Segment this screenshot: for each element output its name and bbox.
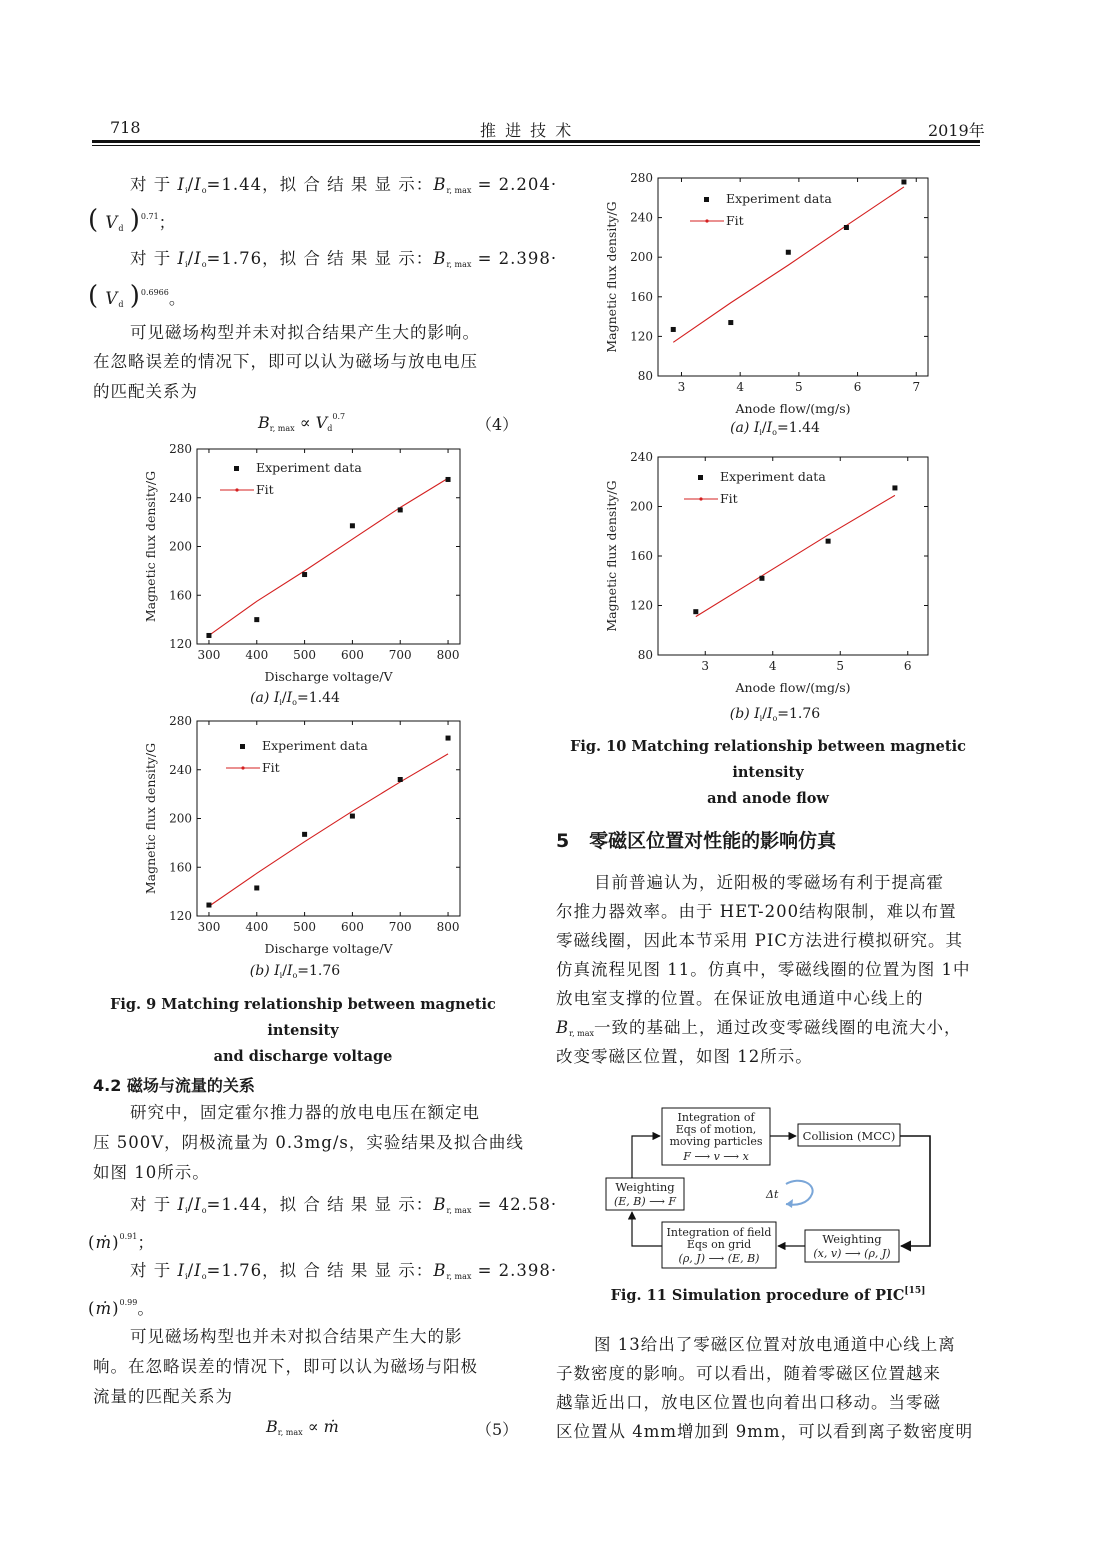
data-point	[446, 736, 451, 741]
x-tick-label: 6	[853, 380, 862, 394]
y-axis-label: Magnetic flux density/G	[604, 201, 619, 353]
plot-frame	[658, 178, 928, 376]
paragraph-line: 如图 10所示。	[93, 1163, 210, 1182]
motion-box-label: Eqs of motion,	[675, 1123, 757, 1136]
data-point	[786, 250, 791, 255]
arrow	[632, 1136, 660, 1178]
paragraph-line: 仿真流程见图 11。仿真中，零磁线圈的位置为图 1中	[556, 960, 971, 979]
x-tick-label: 800	[436, 648, 460, 662]
equation-4-number: （4）	[476, 415, 519, 434]
paragraph-line: 图 13给出了零磁区位置对放电通道中心线上离	[594, 1335, 956, 1354]
fig10a-sublabel: (a) $I_i/I_o=1.44$	[730, 420, 820, 437]
legend-square-icon	[698, 475, 703, 480]
delta-t-label: Δt	[766, 1188, 779, 1201]
y-axis-label: Magnetic flux density/G	[604, 480, 619, 632]
x-axis-label: Anode flow/(mg/s)	[735, 401, 851, 416]
formula-power-2: ( $V_d$ )$^{0.6966}$。	[88, 281, 187, 311]
paragraph-line: 流量的匹配关系为	[93, 1387, 233, 1406]
y-tick-label: 120	[630, 329, 653, 344]
paragraph-line: 的匹配关系为	[93, 382, 198, 401]
legend-square-icon	[240, 744, 245, 749]
legend-label-fit: Fit	[726, 213, 744, 228]
paragraph-line: 研究中，固定霍尔推力器的放电电压在额定电	[130, 1103, 480, 1122]
y-tick-label: 160	[169, 860, 192, 875]
fig9a-sublabel: (a) $I_i/I_o=1.44$	[250, 690, 340, 707]
chart-fig9a	[140, 440, 470, 690]
data-point	[398, 507, 403, 512]
legend-label-experiment: Experiment data	[262, 738, 368, 753]
data-point	[302, 832, 307, 837]
motion-box-label: Integration of	[677, 1111, 755, 1124]
x-tick-label: 400	[245, 648, 269, 662]
section-4-2-heading: 4.2 磁场与流量的关系	[93, 1076, 255, 1095]
motion-box-label: moving particles	[669, 1135, 763, 1148]
x-tick-label: 700	[388, 648, 412, 662]
field-box-label: (ρ, J) ⟶ (E, B)	[678, 1252, 760, 1265]
field-box-label: Integration of field	[666, 1226, 772, 1239]
paragraph-line: 可见磁场构型也并未对拟合结果产生大的影	[130, 1327, 463, 1346]
legend-label-experiment: Experiment data	[720, 469, 826, 484]
x-tick-label: 7	[912, 380, 921, 394]
paragraph-line: 区位置从 4mm增加到 9mm，可以看到离子数密度明	[556, 1422, 974, 1441]
legend-label-fit: Fit	[256, 482, 274, 497]
data-point	[759, 576, 764, 581]
fig10-caption: Fig. 10 Matching relationship between magnetic intensity and anode flow	[570, 738, 966, 807]
data-point	[446, 477, 451, 482]
legend-marker-icon	[235, 488, 238, 491]
formula-para-4: 对 于 $I_i/I_o=1.76$，拟 合 结 果 显 示：$B_{r, max} = 2.398\cdot$	[130, 1261, 558, 1281]
cycle-arrow-icon	[786, 1181, 813, 1205]
fig9b-sublabel: (b) $I_i/I_o=1.76$	[249, 963, 341, 980]
year: 2019年	[928, 121, 985, 140]
data-point	[844, 225, 849, 230]
legend-label-experiment: Experiment data	[726, 191, 832, 206]
legend-label-experiment: Experiment data	[256, 460, 362, 475]
equation-5: $B_{r, max}$ ∝ ṁ	[266, 1417, 339, 1437]
legend-square-icon	[704, 197, 709, 202]
data-point	[302, 572, 307, 577]
paragraph-line: 响。在忽略误差的情况下，即可以认为磁场与阳极	[93, 1357, 478, 1376]
weighting-left-label: (E, B) ⟶ F	[613, 1195, 677, 1208]
paragraph-line: 越靠近出口，放电区位置也向着出口移动。当零磁	[556, 1393, 941, 1412]
chart-fig10b	[600, 447, 945, 703]
formula-para-1: 对 于 $I_i/I_o=1.44$，拟 合 结 果 显 示：$B_{r, max} = 2.204\cdot$	[130, 175, 558, 195]
data-point	[728, 320, 733, 325]
x-tick-label: 600	[340, 648, 364, 662]
paragraph-line: 子数密度的影响。可以看出，随着零磁区位置越来	[556, 1364, 941, 1383]
fig9-caption: Fig. 9 Matching relationship between magnetic intensity and discharge voltage	[110, 996, 496, 1065]
y-axis-label: Magnetic flux density/G	[143, 742, 158, 895]
x-tick-label: 6	[903, 659, 912, 673]
x-tick-label: 500	[293, 648, 317, 662]
y-tick-label: 160	[630, 549, 653, 563]
x-tick-label: 4	[768, 659, 777, 673]
x-tick-label: 3	[701, 659, 710, 673]
formula-para-3: 对 于 $I_i/I_o=1.44$，拟 合 结 果 显 示：$B_{r, max} = 42.58\cdot$	[130, 1195, 558, 1215]
y-tick-label: 200	[630, 499, 653, 514]
y-tick-label: 240	[630, 210, 653, 225]
paragraph-line: $B_{r, max}$一致的基础上，通过改变零磁线圈的电流大小，	[556, 1018, 962, 1038]
x-axis-label: Anode flow/(mg/s)	[735, 680, 851, 695]
fit-line	[209, 754, 448, 906]
section-5-heading: 5 零磁区位置对性能的影响仿真	[556, 830, 837, 852]
x-tick-label: 5	[836, 659, 845, 673]
motion-box-label: F ⟶ v ⟶ x	[683, 1150, 749, 1163]
formula-power-4: (ṁ)$^{0.99}$。	[88, 1298, 155, 1318]
paragraph-line: 压 500V，阴极流量为 0.3mg/s，实验结果及拟合曲线	[93, 1133, 524, 1152]
y-tick-label: 160	[630, 289, 653, 304]
equation-4: $B_{r, max} \propto V_d^{0.7}$	[258, 412, 346, 433]
data-point	[398, 777, 403, 782]
y-tick-label: 120	[169, 637, 192, 651]
y-tick-label: 160	[169, 588, 192, 603]
paragraph-line: 可见磁场构型并未对拟合结果产生大的影响。	[130, 323, 480, 342]
legend-label-fit: Fit	[262, 760, 280, 775]
data-point	[206, 903, 211, 908]
x-tick-label: 500	[293, 920, 317, 934]
x-tick-label: 700	[388, 920, 412, 934]
arrow	[632, 1212, 662, 1246]
x-tick-label: 800	[436, 920, 460, 934]
legend-marker-icon	[241, 766, 244, 769]
y-tick-label: 280	[169, 442, 192, 456]
paragraph-line: 在忽略误差的情况下，即可以认为磁场与放电电压	[93, 352, 478, 371]
x-tick-label: 400	[245, 920, 269, 934]
x-tick-label: 600	[340, 920, 364, 934]
collision-box-label: Collision (MCC)	[802, 1129, 896, 1143]
data-point	[693, 609, 698, 614]
data-point	[350, 814, 355, 819]
paragraph-line: 放电室支撑的位置。在保证放电通道中心线上的	[556, 989, 924, 1008]
header-rule-thin	[92, 145, 980, 146]
legend-square-icon	[234, 466, 239, 471]
fig10b-sublabel: (b) $I_i/I_o=1.76$	[729, 706, 821, 723]
weighting-right-label: Weighting	[822, 1232, 882, 1246]
legend-label-fit: Fit	[720, 491, 738, 506]
formula-power-3: (ṁ)$^{0.91}$；	[88, 1232, 155, 1252]
data-point	[901, 179, 906, 184]
paragraph-line: 改变零磁区位置，如图 12所示。	[556, 1047, 813, 1066]
fit-line	[209, 478, 448, 635]
formula-para-2: 对 于 $I_i/I_o=1.76$，拟 合 结 果 显 示：$B_{r, max} = 2.398\cdot$	[130, 249, 558, 269]
arrow	[900, 1136, 930, 1246]
data-point	[254, 885, 259, 890]
legend-marker-icon	[699, 497, 702, 500]
y-tick-label: 240	[169, 490, 192, 505]
weighting-left-label: Weighting	[615, 1180, 675, 1194]
cycle-arrowhead-icon	[786, 1199, 793, 1208]
y-tick-label: 200	[630, 250, 653, 265]
equation-5-number: （5）	[476, 1420, 519, 1439]
y-axis-label: Magnetic flux density/G	[143, 470, 158, 623]
field-box-label: Eqs on grid	[686, 1238, 752, 1251]
x-tick-label: 300	[197, 920, 221, 934]
y-tick-label: 80	[637, 648, 653, 662]
y-tick-label: 240	[169, 762, 192, 777]
x-axis-label: Discharge voltage/V	[264, 941, 393, 956]
data-point	[671, 327, 676, 332]
y-tick-label: 80	[637, 369, 653, 383]
formula-power-1: ( $V_d$ )$^{0.71}$；	[88, 205, 177, 235]
fig11-caption: Fig. 11 Simulation procedure of PIC[15]	[610, 1286, 926, 1304]
chart-fig10a	[600, 168, 945, 418]
x-tick-label: 5	[795, 380, 803, 394]
data-point	[350, 523, 355, 528]
plot-frame	[197, 449, 460, 644]
legend-marker-icon	[705, 219, 708, 222]
fit-line	[696, 495, 895, 616]
data-point	[892, 485, 897, 490]
x-tick-label: 4	[736, 380, 744, 394]
paragraph-line: 尔推力器效率。由于 HET-200结构限制，难以布置	[556, 902, 957, 921]
fit-line	[673, 187, 904, 342]
page-number: 718	[110, 118, 141, 137]
data-point	[826, 539, 831, 544]
journal-name: 推 进 技 术	[480, 121, 574, 140]
y-tick-label: 280	[630, 171, 653, 185]
x-axis-label: Discharge voltage/V	[264, 669, 393, 684]
header-rule-thick	[92, 140, 980, 143]
y-tick-label: 120	[169, 909, 192, 923]
y-tick-label: 200	[169, 811, 192, 826]
y-tick-label: 200	[169, 539, 192, 554]
x-tick-label: 300	[197, 648, 221, 662]
paragraph-line: 目前普遍认为，近阳极的零磁场有利于提高霍	[594, 873, 944, 892]
x-tick-label: 3	[677, 380, 686, 394]
paragraph-line: 零磁线圈，因此本节采用 PIC方法进行模拟研究。其	[556, 931, 963, 950]
chart-fig9b	[140, 712, 470, 962]
weighting-right-label: (x, v) ⟶ (ρ, J)	[813, 1247, 891, 1260]
data-point	[254, 617, 259, 622]
y-tick-label: 240	[630, 450, 653, 464]
data-point	[206, 633, 211, 638]
y-tick-label: 280	[169, 714, 192, 728]
pic-flow-diagram	[600, 1100, 945, 1275]
y-tick-label: 120	[630, 598, 653, 613]
